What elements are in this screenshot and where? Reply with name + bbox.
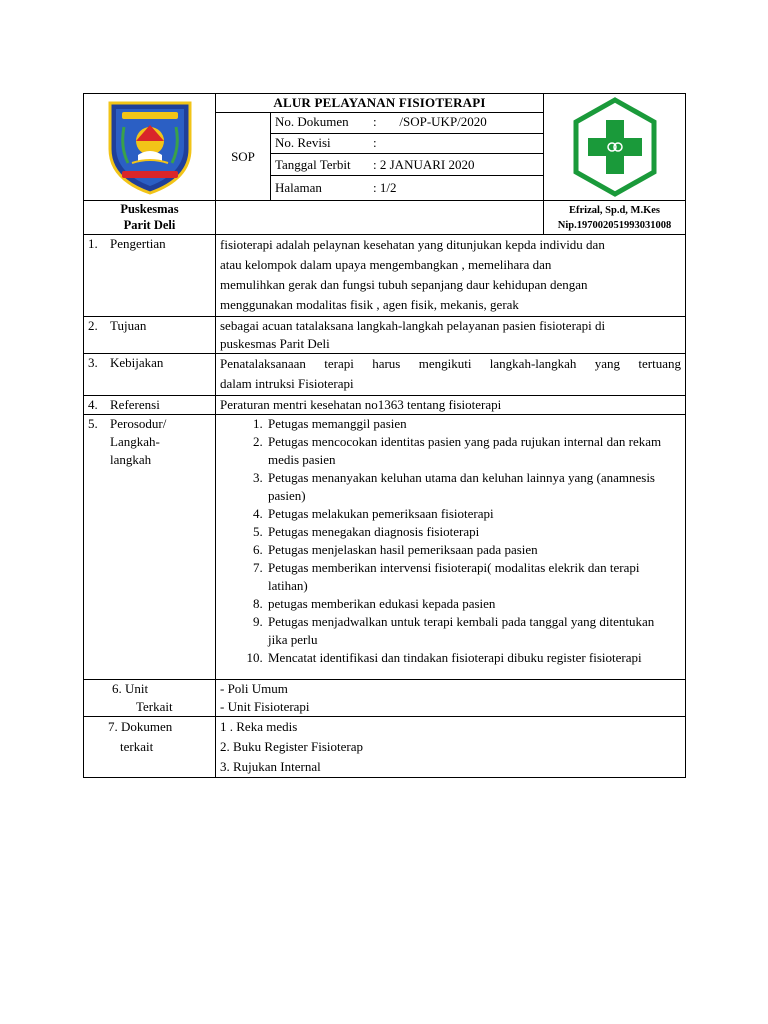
field-label: No. Dokumen: [275, 114, 349, 129]
field-value: /SOP-UKP/2020: [399, 114, 487, 129]
row-label-pengertian: 1. Pengertian: [84, 235, 216, 317]
step-item: 7. Petugas memberikan intervensi fisioterapi( modalitas elekrik dan terapi latihan): [266, 559, 665, 595]
field-no-revisi: No. Revisi :: [271, 134, 544, 154]
cross-logo-cell: [544, 94, 686, 201]
referensi-text: Peraturan mentri kesehatan no1363 tentang fisioterapi: [216, 396, 686, 415]
puskesmas-cross-logo: [568, 94, 662, 200]
unit-list: [216, 680, 686, 717]
dokumen-item: 3. Rujukan Internal: [220, 759, 321, 774]
field-label: Halaman: [275, 180, 322, 195]
dokumen-item: 1 . Reka medis: [220, 719, 298, 734]
tujuan-text: sebagai acuan tatalaksana langkah-langkah pelayanan pasien fisioterapi di puskesmas Parit Deli: [216, 317, 686, 354]
signer-block: [544, 201, 686, 235]
prosedur-steps: [216, 415, 686, 680]
row-label-dokumen: 7. Dokumen terkait: [84, 717, 216, 778]
unit-item: - Poli Umum: [220, 681, 288, 696]
pengertian-text: fisioterapi adalah pelaynan kesehatan yang ditunjukan kepda individu dan atau kelompok dalam upaya mengembangkan , memelihara dan memulihkan gerak dan fungsi tubuh sepanjang daur kehidupan dengan menggunakan modalitas fisik , agen fisik, mekanis, gerak: [216, 235, 686, 317]
field-label: No. Revisi: [275, 135, 331, 150]
dokumen-item: 2. Buku Register Fisioterap: [220, 739, 363, 754]
row-label-referensi: 4. Referensi: [84, 396, 216, 415]
step-item: 9. Petugas menjadwalkan untuk terapi kembali pada tanggal yang ditentukan jika perlu: [266, 613, 665, 649]
sop-label: SOP: [216, 113, 271, 201]
step-item: 6. Petugas menjelaskan hasil pemeriksaan pada pasien: [266, 541, 665, 559]
row-label-unit: 6. Unit Terkait: [84, 680, 216, 717]
step-item: 10. Mencatat identifikasi dan tindakan fisioterapi dibuku register fisioterapi: [266, 649, 665, 667]
document-title: ALUR PELAYANAN FISIOTERAPI: [216, 94, 544, 113]
row-label-prosedur: 5. Perosodur/ Langkah- langkah: [84, 415, 216, 680]
field-halaman: Halaman : 1/2: [271, 176, 544, 201]
signer-nip: Nip.197002051993031008: [557, 220, 672, 231]
logo-cell: [84, 94, 216, 201]
field-label: Tanggal Terbit: [275, 156, 351, 172]
signer-name: Efrizal, Sp.d, M.Kes: [569, 205, 660, 216]
row-label-tujuan: 2. Tujuan: [84, 317, 216, 354]
regency-crest-logo: [104, 97, 196, 197]
organization-name: Puskesmas Parit Deli: [84, 201, 216, 235]
field-value: 1/2: [379, 180, 397, 195]
field-no-dokumen: No. Dokumen : /SOP-UKP/2020: [271, 113, 544, 134]
step-item: 4. Petugas melakukan pemeriksaan fisioterapi: [266, 505, 665, 523]
field-value: 2 JANUARI 2020: [379, 156, 475, 172]
header-blank: [216, 201, 544, 235]
step-item: 1. Petugas memanggil pasien: [266, 415, 665, 433]
field-tanggal-terbit: Tanggal Terbit : 2 JANUARI 2020: [271, 154, 544, 176]
sop-table: [83, 93, 686, 778]
step-item: 5. Petugas menegakan diagnosis fisioterapi: [266, 523, 665, 541]
unit-item: - Unit Fisioterapi: [220, 699, 310, 714]
sop-document: [83, 93, 685, 778]
steps-list: [220, 415, 665, 667]
kebijakan-text: Penatalaksanaan terapi harus mengikuti langkah-langkah yang tertuang dalam intruksi Fisioterapi: [216, 354, 686, 396]
step-item: 3. Petugas menanyakan keluhan utama dan keluhan lainnya yang (anamnesis pasien): [266, 469, 665, 505]
step-item: 8. petugas memberikan edukasi kepada pasien: [266, 595, 665, 613]
dokumen-list: [216, 717, 686, 778]
row-label-kebijakan: 3. Kebijakan: [84, 354, 216, 396]
step-item: 2. Petugas mencocokan identitas pasien yang pada rujukan internal dan rekam medis pasien: [266, 433, 665, 469]
